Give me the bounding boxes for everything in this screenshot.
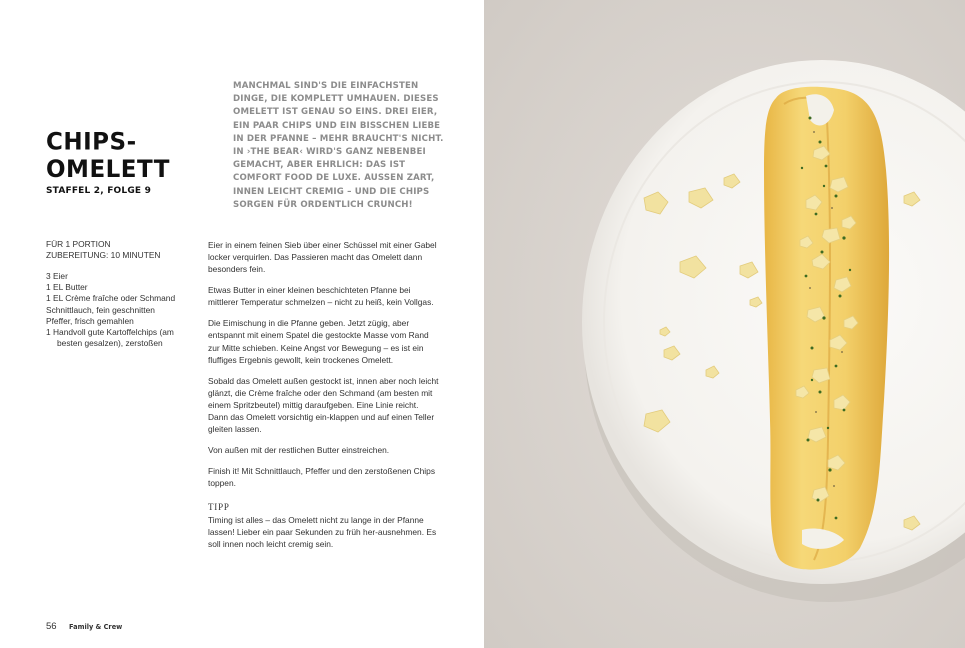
ingredient-item: 1 Handvoll gute Kartoffelchips (am besten gesalzen), zerstoßen [46, 327, 174, 349]
page-number: 56 [46, 621, 57, 632]
title-line-1: CHIPS- [46, 128, 137, 156]
book-section-label: Family & Crew [69, 623, 123, 631]
intro-text: MANCHMAL SIND'S DIE EINFACHSTEN DINGE, DIE KOMPLETT UMHAUEN. DIESES OMELETT IST GENAU SO EINS. DREI EIER, EIN PAAR CHIPS UND EIN BISSCHEN LIEBE IN DER PFANNE – MEHR BRAUCHT'S NICHT. IN ›THE BEAR‹ WIRD'S GANZ NEBENBEI GEMACHT, ABER EHRLICH: DAS IST COMFORT FOOD DE LUXE. AUSSEN ZART, INNEN LEICHT CREMIG – UND DIE CHIPS SORGEN FÜR ORDENTLICH CRUNCH! [233, 81, 444, 210]
ingredient-item: 1 EL Crème fraîche oder Schmand [46, 293, 176, 304]
recipe-meta [46, 239, 186, 261]
step-paragraph: Sobald das Omelett außen gestockt ist, innen aber noch leicht glänzt, die Crème fraîche oder den Schmand (am besten mit einem Spritzbeutel) mittig daraufgeben. Eine Linie reicht. Dann das Omelett vorsichtig ein-klappen und auf einen Teller gleiten lassen. [208, 375, 439, 435]
step-paragraph: Eier in einem feinen Sieb über einer Schüssel mit einer Gabel locker verquirlen. Das Passieren macht das Omelett dann besonders fein. [208, 240, 437, 275]
step-paragraph: Finish it! Mit Schnittlauch, Pfeffer und den zerstoßenen Chips toppen. [208, 466, 436, 489]
step-paragraph: Von außen mit der restlichen Butter einstreichen. [208, 445, 390, 456]
tip-text: Timing ist alles – das Omelett nicht zu lange in der Pfanne lassen! Lieber ein paar Sekunden zu früh her-ausnehmen. Es soll innen noch leicht cremig sein. [208, 514, 437, 550]
ingredient-item: 1 EL Butter [46, 282, 88, 293]
ingredient-list [46, 271, 196, 349]
recipe-subtitle: STAFFEL 2, FOLGE 9 [46, 186, 152, 196]
title-line-2: OMELETT [46, 156, 170, 184]
step-paragraph: Die Eimischung in die Pfanne geben. Jetzt zügig, aber entspannt mit einem Spatel die gestockte Masse vom Rand zur Mitte schieben. Keine Angst vor Bewegung – es ist ein fluffiges Ergebnis gewollt, kein trockenes Omelett. [208, 318, 429, 365]
ingredient-item: Schnittlauch, fein geschnitten [46, 304, 155, 315]
tip-heading: TIPP [208, 502, 230, 513]
method-steps [208, 239, 440, 550]
recipe-title [46, 129, 170, 184]
portion-label: FÜR 1 PORTION [46, 239, 111, 249]
prep-time-label: ZUBEREITUNG: 10 MINUTEN [46, 250, 161, 261]
step-paragraph: Etwas Butter in einer kleinen beschichteten Pfanne bei mittlerer Temperatur schmelzen – nicht zu heiß, kein Vollgas. [208, 285, 434, 308]
ingredient-item: Pfeffer, frisch gemahlen [46, 315, 134, 326]
photo-page [484, 0, 965, 648]
omelett-photo [484, 0, 965, 648]
ingredient-item: 3 Eier [46, 271, 68, 281]
